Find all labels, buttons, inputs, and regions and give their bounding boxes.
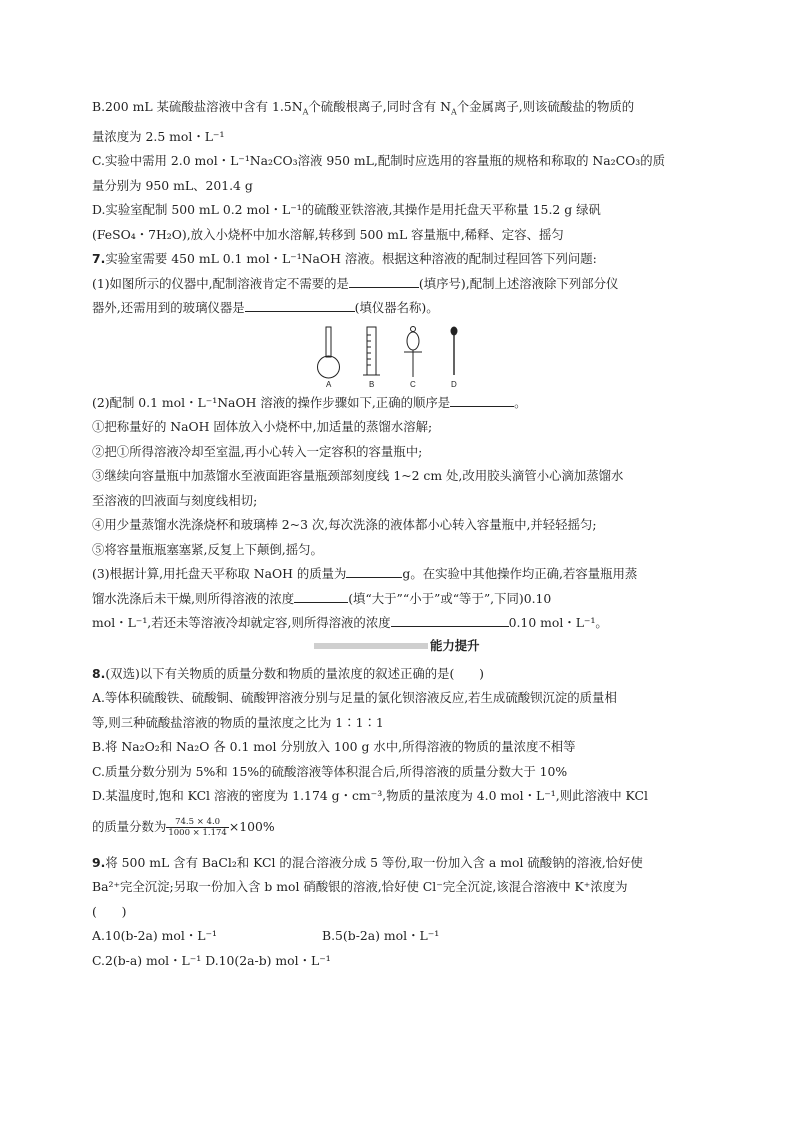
answer-blank[interactable] [346,563,402,578]
q9-option-c: C.2(b-a) mol・L⁻¹ [92,952,202,968]
label-c: C [410,379,416,389]
q9-number: 9. [92,854,106,870]
volumetric-flask-icon [318,327,340,378]
q7-step2: ②把①所得溶液冷却至室温,再小心转入一定容积的容量瓶中; [92,443,423,459]
q8-option-b: B.将 Na₂O₂和 Na₂O 各 0.1 mol 分别放入 100 g 水中,所得溶液的物质的量浓度不相等 [92,739,576,755]
q6-option-c-line2: 量分别为 950 mL、201.4 g [92,177,253,193]
q7-step3-line2: 至溶液的凹液面与刻度线相切; [92,492,258,508]
separatory-funnel-icon [404,326,422,377]
q7-part3-line1: (3)根据计算,用托盘天平称取 NaOH 的质量为 g。在实验中其他操作均正确,若容量瓶用蒸 [92,562,712,587]
q7-part2: (2)配制 0.1 mol・L⁻¹NaOH 溶液的操作步骤如下,正确的顺序是 。 [92,391,712,416]
lab-instruments-svg [314,325,494,389]
q7-step5: ⑤将容量瓶瓶塞塞紧,反复上下颠倒,摇匀。 [92,541,323,557]
content [92,95,712,973]
q9-options-cd [92,949,712,974]
q9-option-a: A.10(b-2a) mol・L⁻¹ [92,928,217,944]
q9-options-ab [92,924,712,949]
section-bar [314,643,428,649]
fraction: $\frac{74.5 \times 4.0}{1000 \times 1.174}$ [168,816,227,838]
q9-line3: ( ) [92,903,127,919]
q7-part3-line3: mol・L⁻¹,若还未等溶液冷却就定容,则所得溶液的浓度 0.10 mol・L⁻¹。 [92,611,712,636]
section-title: 能力提升 [430,637,480,653]
instrument-figure [92,325,712,391]
q7-number: 7. [92,251,106,267]
label-b: B [369,379,375,389]
q6-option-c-line1: C.实验中需用 2.0 mol・L⁻¹Na₂CO₃溶液 950 mL,配制时应选用的容量瓶的规格和称取的 Na₂CO₃的质 [92,153,665,169]
q8-option-a-line2: 等,则三种硫酸盐溶液的物质的量浓度之比为 1∶1∶1 [92,714,384,730]
answer-blank[interactable] [349,273,419,288]
q9-option-d: D.10(2a-b) mol・L⁻¹ [205,952,331,968]
q8-option-c: C.质量分数分别为 5%和 15%的硫酸溶液等体积混合后,所得溶液的质量分数大于 10% [92,763,568,779]
q7-part1-line2: 器外,还需用到的玻璃仪器是 (填仪器名称)。 [92,296,712,321]
answer-blank[interactable] [245,297,355,312]
measuring-cylinder-icon [363,327,380,375]
dropper-icon [451,326,458,375]
q7-step4: ④用少量蒸馏水洗涤烧杯和玻璃棒 2~3 次,每次洗涤的液体都小心转入容量瓶中,并轻轻摇匀; [92,517,597,533]
q8-stem: 8.(双选)以下有关物质的质量分数和物质的量浓度的叙述正确的是( ) [92,665,485,681]
q8-option-d-line2: 的质量分数为 $\frac{74.5 \times 4.0}{1000 \times 1.174}$ ×100% [92,816,275,838]
q7-part1-line1: (1)如图所示的仪器中,配制溶液肯定不需要的是 (填序号),配制上述溶液除下列部分仪 [92,272,712,297]
q8-option-a-line1: A.等体积硫酸铁、硫酸铜、硫酸钾溶液分别与足量的氯化钡溶液反应,若生成硫酸钡沉淀的质量相 [92,690,617,706]
q8-number: 8. [92,665,106,681]
label-d: D [451,379,457,389]
answer-blank[interactable] [294,588,348,603]
q6-option-d-line2: (FeSO₄・7H₂O),放入小烧杯中加水溶解,转移到 500 mL 容量瓶中,稀释、定容、摇匀 [92,226,564,242]
q7-part3-line2: 馏水洗涤后未干燥,则所得溶液的浓度 (填“大于”“小于”或“等于”,下同)0.10 [92,587,712,612]
q7-stem: 7.实验室需要 450 mL 0.1 mol・L⁻¹NaOH 溶液。根据这种溶液的配制过程回答下列问题: [92,251,597,267]
label-a: A [326,379,332,389]
q9-line1: 9.将 500 mL 含有 BaCl₂和 KCl 的混合溶液分成 5 等份,取一份加入含 a mol 硫酸钠的溶液,恰好使 [92,854,643,870]
q9-option-b: B.5(b-2a) mol・L⁻¹ [322,928,440,944]
q9-line2: Ba²⁺完全沉淀;另取一份加入含 b mol 硝酸银的溶液,恰好使 Cl⁻完全沉淀,该混合溶液中 K⁺浓度为 [92,879,628,895]
q6-option-b-line1: B.200 mL 某硫酸盐溶液中含有 $1.5N_A$个硫酸根离子,同时含有 $N_A$个金属离子,则该硫酸盐的物质的 [92,99,635,117]
q8-option-d-line1: D.某温度时,饱和 KCl 溶液的密度为 1.174 g・cm⁻³,物质的量浓度为 4.0 mol・L⁻¹,则此溶液中 KCl [92,788,648,804]
q6-option-b-line2: 量浓度为 2.5 mol・L⁻¹ [92,128,225,144]
q7-step3-line1: ③继续向容量瓶中加蒸馏水至液面距容量瓶颈部刻度线 1~2 cm 处,改用胶头滴管小心滴加蒸馏水 [92,468,624,484]
answer-blank[interactable] [391,612,509,627]
q6-option-d-line1: D.实验室配制 500 mL 0.2 mol・L⁻¹的硫酸亚铁溶液,其操作是用托盘天平称量 15.2 g 绿矾 [92,202,601,218]
section-header [92,636,712,662]
answer-blank[interactable] [450,392,514,407]
q7-step1: ①把称量好的 NaOH 固体放入小烧杯中,加适量的蒸馏水溶解; [92,419,433,435]
